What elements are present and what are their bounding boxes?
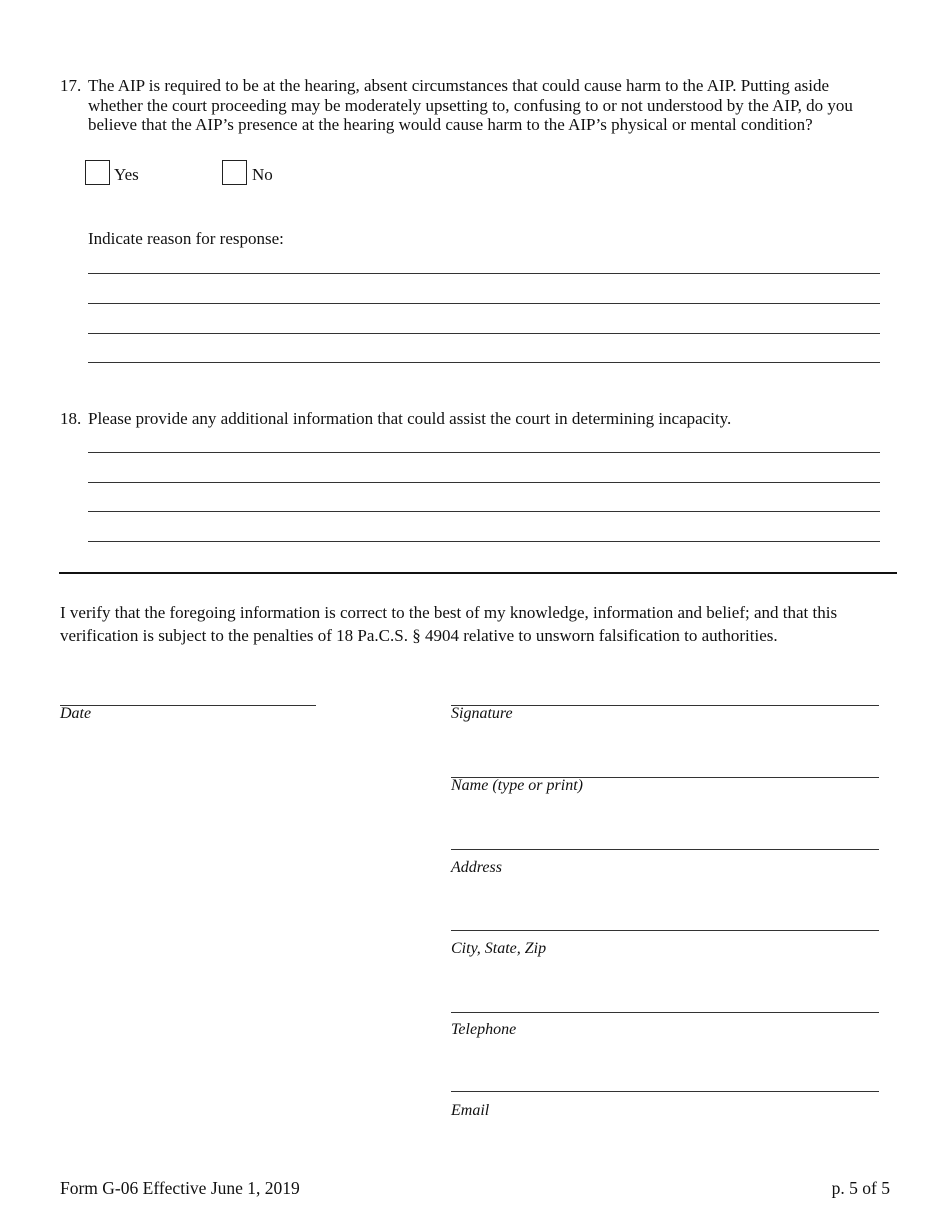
additional-info-line-2[interactable] [88,482,880,483]
verification-statement: I verify that the foregoing information is correct to the best of my knowledge, information and belief; and that this verification is subject to the penalties of 18 Pa.C.S. § 4904 relative to unsworn falsification to authorities. [60,603,838,645]
form-id: Form G-06 Effective June 1, 2019 [60,1178,300,1198]
question-17-text: The AIP is required to be at the hearing, absent circumstances that could cause harm to the AIP. Putting aside whether the court proceeding may be moderately upsetting to, confusing to or not understood by the AIP, do you believe that the AIP’s presence at the hearing would cause harm to the AIP’s physical or mental condition? [88,76,853,134]
date-line[interactable] [60,705,316,706]
section-divider [59,572,897,574]
yes-checkbox-label: Yes [114,165,139,184]
city-state-zip-label: City, State, Zip [451,940,547,957]
additional-info-line-1[interactable] [88,452,880,453]
date-label: Date [60,705,92,722]
address-line[interactable] [451,849,879,850]
telephone-label: Telephone [451,1021,517,1038]
reason-label: Indicate reason for response: [88,229,284,248]
reason-input-line-1[interactable] [88,273,880,274]
reason-input-line-2[interactable] [88,303,880,304]
email-line[interactable] [451,1091,879,1092]
reason-input-line-4[interactable] [88,362,880,363]
telephone-line[interactable] [451,1012,879,1013]
email-label: Email [451,1102,490,1119]
no-checkbox[interactable] [222,160,247,185]
name-label: Name (type or print) [451,777,583,794]
reason-input-line-3[interactable] [88,333,880,334]
question-17-number: 17. [60,76,82,95]
question-18-number: 18. [60,409,82,428]
signature-line[interactable] [451,705,879,706]
signature-label: Signature [451,705,513,722]
yes-checkbox[interactable] [85,160,110,185]
question-18-text: Please provide any additional information that could assist the court in determining incapacity. [88,409,732,428]
page-number: p. 5 of 5 [831,1178,890,1198]
city-state-zip-line[interactable] [451,930,879,931]
additional-info-line-3[interactable] [88,511,880,512]
no-checkbox-label: No [252,165,273,184]
address-label: Address [451,859,502,876]
additional-info-line-4[interactable] [88,541,880,542]
